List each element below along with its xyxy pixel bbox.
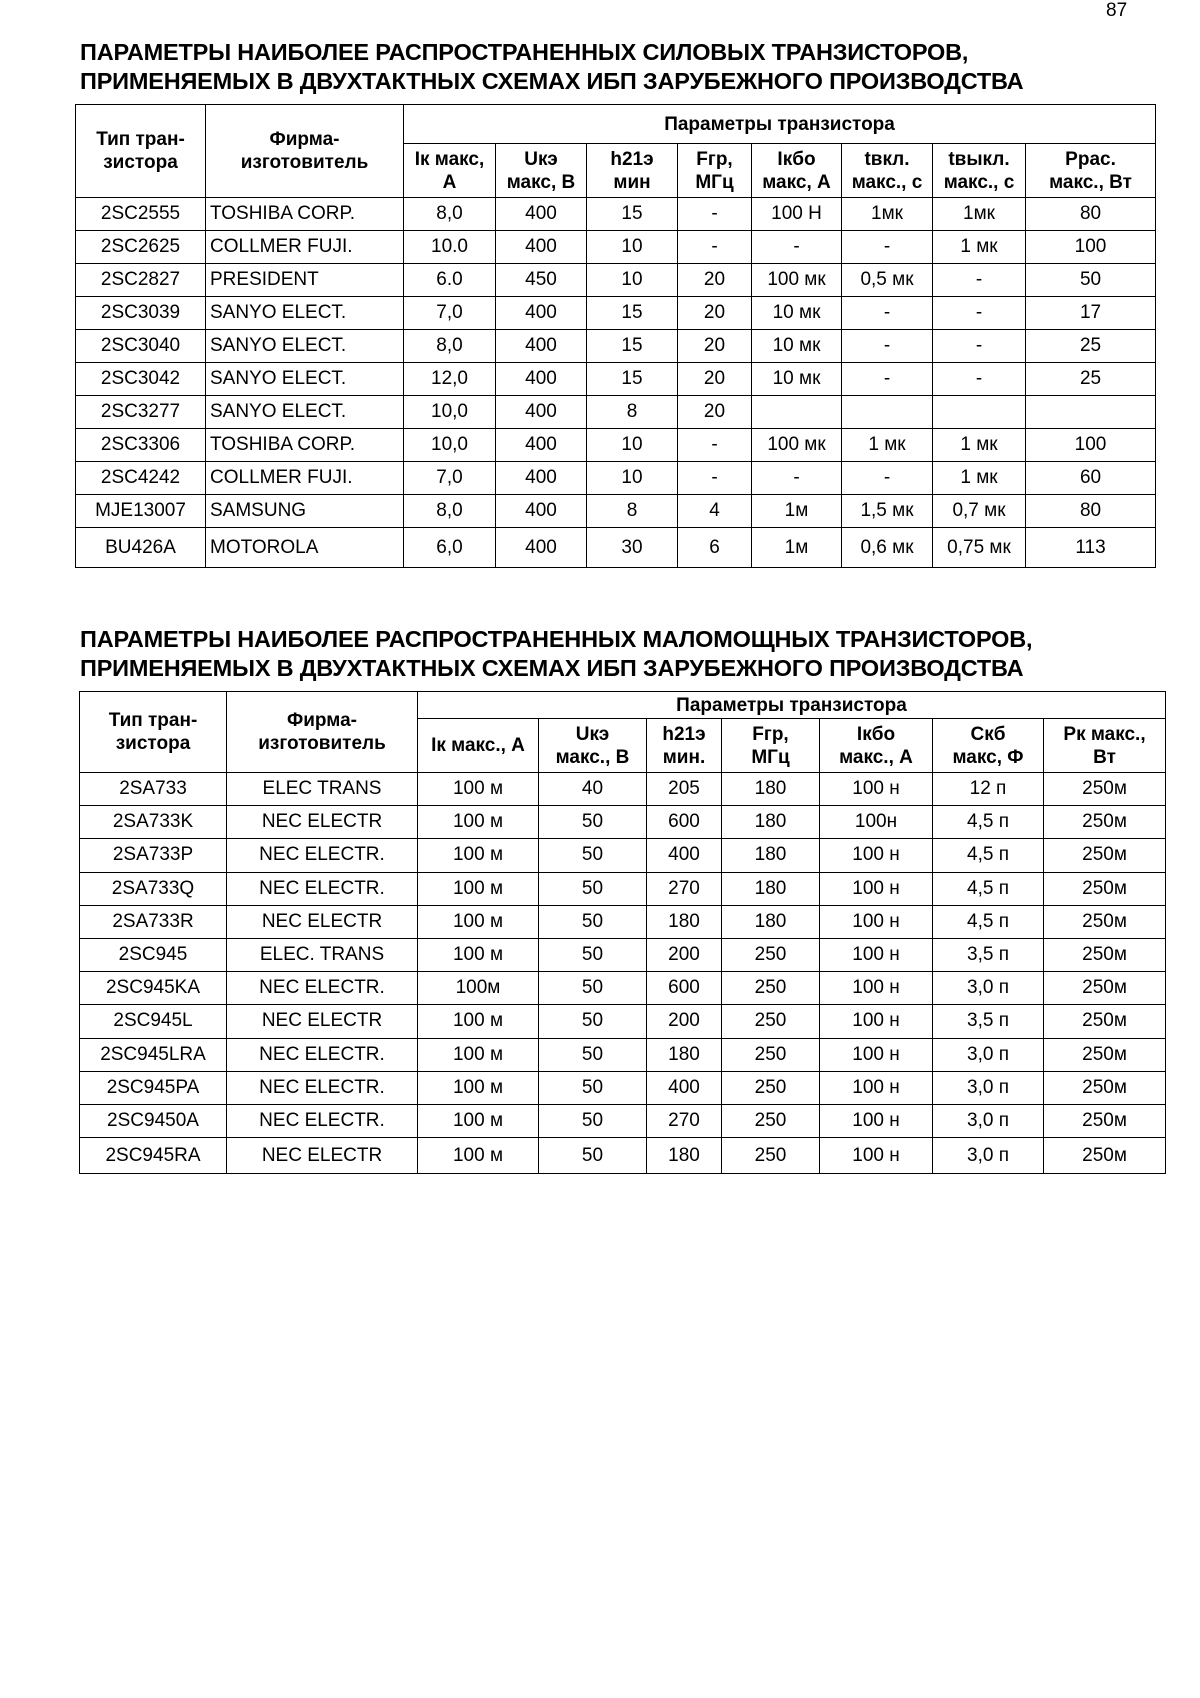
header-param: Скб макс, Ф	[933, 719, 1044, 773]
header-param: Рк макс., Вт	[1044, 719, 1166, 773]
table-row	[80, 1138, 1166, 1174]
table-cell: 2SA733K	[80, 806, 227, 839]
table-cell: 100 н	[820, 1038, 933, 1071]
table-cell: -	[678, 462, 752, 495]
table-row	[80, 1104, 1166, 1137]
table-cell: NEC ELECTR.	[227, 1104, 418, 1137]
table-cell: 15	[587, 198, 678, 231]
table-cell: NEC ELECTR	[227, 1138, 418, 1174]
table-cell: 250м	[1044, 1071, 1166, 1104]
table-cell: -	[842, 363, 933, 396]
table-cell: COLLMER FUJI.	[206, 231, 404, 264]
table-cell: 50	[539, 839, 647, 872]
table-cell: 250	[722, 1104, 820, 1137]
table-cell: 1мк	[842, 198, 933, 231]
table-cell: 600	[647, 972, 722, 1005]
table-cell: -	[933, 363, 1026, 396]
table-cell: 100 м	[418, 1138, 539, 1174]
table-cell: 0,75 мк	[933, 528, 1026, 568]
table-cell: 2SA733Q	[80, 872, 227, 905]
table-cell: 250м	[1044, 872, 1166, 905]
table-cell: 2SC3042	[76, 363, 206, 396]
table-cell: 40	[539, 773, 647, 806]
header-param: Fгр, МГц	[678, 144, 752, 198]
table-cell: 50	[539, 972, 647, 1005]
table-cell: -	[933, 297, 1026, 330]
table-cell: 100 м	[418, 806, 539, 839]
table-cell: 180	[722, 905, 820, 938]
table-row	[76, 462, 1156, 495]
table-cell: 10 мк	[752, 363, 842, 396]
table-cell: 1м	[752, 528, 842, 568]
table-cell: 270	[647, 872, 722, 905]
table-cell: 50	[539, 1138, 647, 1174]
table-cell: 250м	[1044, 972, 1166, 1005]
table-cell: 12 п	[933, 773, 1044, 806]
table-cell: 100 мк	[752, 429, 842, 462]
table-cell: 2SC945KA	[80, 972, 227, 1005]
table-cell: 3,0 п	[933, 1071, 1044, 1104]
table-row	[80, 1005, 1166, 1038]
table-cell: 200	[647, 1005, 722, 1038]
table-cell	[752, 396, 842, 429]
table-row	[76, 429, 1156, 462]
table-cell: 7,0	[404, 462, 496, 495]
table-cell: PRESIDENT	[206, 264, 404, 297]
table-cell: 400	[647, 839, 722, 872]
table-cell: 10,0	[404, 429, 496, 462]
table-cell	[1026, 396, 1156, 429]
table-cell: 250м	[1044, 905, 1166, 938]
table-cell: 400	[496, 429, 587, 462]
table-cell: 3,0 п	[933, 1104, 1044, 1137]
header-param: Iкбо макс., А	[820, 719, 933, 773]
table-cell: 250	[722, 1005, 820, 1038]
header-param: tвыкл. макс., с	[933, 144, 1026, 198]
header-params-group: Параметры транзистора	[418, 692, 1166, 719]
table-cell: 100 н	[820, 872, 933, 905]
table-cell: -	[842, 231, 933, 264]
table-cell: 100н	[820, 806, 933, 839]
table-cell: 180	[722, 839, 820, 872]
table-cell	[842, 396, 933, 429]
table-cell	[933, 396, 1026, 429]
table-cell: NEC ELECTR.	[227, 972, 418, 1005]
table-cell: 100 м	[418, 773, 539, 806]
table-cell: 50	[539, 872, 647, 905]
header-param: Ppac. макс., Вт	[1026, 144, 1156, 198]
table-cell: 180	[722, 773, 820, 806]
table-cell: NEC ELECTR.	[227, 1071, 418, 1104]
table-cell: 100 Н	[752, 198, 842, 231]
table-cell: 2SC945RA	[80, 1138, 227, 1174]
table-cell: 100	[1026, 231, 1156, 264]
header-param: Uкэ макс., В	[539, 719, 647, 773]
table-cell: 205	[647, 773, 722, 806]
table-cell: 250	[722, 1138, 820, 1174]
table-cell: COLLMER FUJI.	[206, 462, 404, 495]
table-row	[76, 198, 1156, 231]
header-param: h21э мин	[587, 144, 678, 198]
table-cell: 3,0 п	[933, 1138, 1044, 1174]
table-cell: 4,5 п	[933, 872, 1044, 905]
table-cell: 10	[587, 264, 678, 297]
table-cell: TOSHIBA CORP.	[206, 429, 404, 462]
table-cell: 400	[496, 330, 587, 363]
table-cell: 50	[539, 1071, 647, 1104]
table-cell: 10 мк	[752, 297, 842, 330]
table-cell: -	[678, 198, 752, 231]
table-row	[76, 330, 1156, 363]
table-cell: 6.0	[404, 264, 496, 297]
header-param: Iк макс., А	[418, 719, 539, 773]
table-cell: SANYO ELECT.	[206, 363, 404, 396]
table-cell: 2SA733R	[80, 905, 227, 938]
table-cell: 100 м	[418, 1104, 539, 1137]
table-row	[80, 872, 1166, 905]
table-row	[80, 806, 1166, 839]
table-cell: 400	[496, 231, 587, 264]
table-cell: NEC ELECTR.	[227, 839, 418, 872]
header-type: Тип тран- зистора	[80, 692, 227, 773]
table-cell: 2SC3306	[76, 429, 206, 462]
table-cell: 180	[722, 806, 820, 839]
table-cell: SAMSUNG	[206, 495, 404, 528]
table-cell: 250	[722, 1038, 820, 1071]
table-row	[76, 231, 1156, 264]
table-cell: 180	[647, 1138, 722, 1174]
low-power-transistors-table	[79, 691, 1166, 1174]
table-row	[80, 938, 1166, 971]
table-cell: -	[752, 462, 842, 495]
table-cell: 2SC945	[80, 938, 227, 971]
table-row	[76, 264, 1156, 297]
table-cell: 8	[587, 396, 678, 429]
table-cell: NEC ELECTR	[227, 905, 418, 938]
table-cell: 100 м	[418, 872, 539, 905]
table-cell: 30	[587, 528, 678, 568]
header-param: Iкбо макс, А	[752, 144, 842, 198]
header-maker: Фирма- изготовитель	[227, 692, 418, 773]
table-cell: 4,5 п	[933, 839, 1044, 872]
table-cell: 100 м	[418, 938, 539, 971]
table-row	[76, 495, 1156, 528]
table-cell: 2SC3040	[76, 330, 206, 363]
table-cell: 400	[496, 396, 587, 429]
table-cell: 100 н	[820, 1104, 933, 1137]
table-cell: 1мк	[933, 198, 1026, 231]
table-cell: 17	[1026, 297, 1156, 330]
table-cell: NEC ELECTR.	[227, 872, 418, 905]
table-cell: 8,0	[404, 330, 496, 363]
table-cell: -	[678, 429, 752, 462]
table-cell: 8,0	[404, 198, 496, 231]
table-cell: ELEC TRANS	[227, 773, 418, 806]
table-cell: 100м	[418, 972, 539, 1005]
table-cell: 400	[496, 528, 587, 568]
table-cell: 1,5 мк	[842, 495, 933, 528]
table-cell: 100 н	[820, 905, 933, 938]
table-cell: 250м	[1044, 839, 1166, 872]
table-row	[76, 363, 1156, 396]
table-cell: 15	[587, 330, 678, 363]
table-cell: SANYO ELECT.	[206, 330, 404, 363]
table-cell: 400	[496, 462, 587, 495]
table-cell: SANYO ELECT.	[206, 396, 404, 429]
table-cell: 50	[539, 1005, 647, 1038]
table-cell: 250	[722, 1071, 820, 1104]
table-cell: 10	[587, 429, 678, 462]
table-cell: 100 н	[820, 972, 933, 1005]
table-cell: 250м	[1044, 1038, 1166, 1071]
table-cell: 100 м	[418, 1038, 539, 1071]
table-cell: 180	[647, 1038, 722, 1071]
table-cell: 10.0	[404, 231, 496, 264]
table-cell: 250м	[1044, 1104, 1166, 1137]
table-cell: 2SC3277	[76, 396, 206, 429]
table-cell: -	[752, 231, 842, 264]
table-cell: 2SA733	[80, 773, 227, 806]
table-cell: 2SC9450A	[80, 1104, 227, 1137]
table1-title-line2: ПРИМЕНЯЕМЫХ В ДВУХТАКТНЫХ СХЕМАХ ИБП ЗАРУБЕЖНОГО ПРОИЗВОДСТВА	[80, 68, 1024, 94]
table-cell: 100 н	[820, 938, 933, 971]
table-cell: 250м	[1044, 1005, 1166, 1038]
table-cell: 15	[587, 363, 678, 396]
table-cell: 100 н	[820, 773, 933, 806]
table-cell: 0,5 мк	[842, 264, 933, 297]
table-cell: 3,0 п	[933, 972, 1044, 1005]
table-cell: 100	[1026, 429, 1156, 462]
table-row	[76, 396, 1156, 429]
table-cell: 50	[539, 1038, 647, 1071]
table-cell: TOSHIBA CORP.	[206, 198, 404, 231]
table-row	[80, 905, 1166, 938]
header-param: Iк макс, А	[404, 144, 496, 198]
table-cell: 2SC3039	[76, 297, 206, 330]
table-cell: ELEC. TRANS	[227, 938, 418, 971]
table-cell: -	[933, 264, 1026, 297]
table-cell: 400	[496, 363, 587, 396]
header-maker: Фирма- изготовитель	[206, 105, 404, 198]
table-cell: 10	[587, 231, 678, 264]
table-cell: 2SC2827	[76, 264, 206, 297]
table-cell: 25	[1026, 330, 1156, 363]
table-cell: 50	[1026, 264, 1156, 297]
table-cell: 100 м	[418, 905, 539, 938]
table-cell: 2SC945L	[80, 1005, 227, 1038]
table-cell: 250	[722, 972, 820, 1005]
header-type: Тип тран- зистора	[76, 105, 206, 198]
table-cell: 20	[678, 297, 752, 330]
table-cell: 10	[587, 462, 678, 495]
table-cell: 12,0	[404, 363, 496, 396]
table-cell: 100 м	[418, 1005, 539, 1038]
table-cell: 20	[678, 264, 752, 297]
table-cell: 100 н	[820, 1071, 933, 1104]
table-cell: 8,0	[404, 495, 496, 528]
table-cell: 4	[678, 495, 752, 528]
table-cell: 400	[496, 198, 587, 231]
table-cell: 3,5 п	[933, 938, 1044, 971]
table-cell: 250м	[1044, 1138, 1166, 1174]
header-param: tвкл. макс., с	[842, 144, 933, 198]
table-cell: 20	[678, 330, 752, 363]
table-cell: 250м	[1044, 938, 1166, 971]
header-param: Uкэ макс, В	[496, 144, 587, 198]
header-param: h21э мин.	[647, 719, 722, 773]
table-cell: NEC ELECTR	[227, 806, 418, 839]
table-cell: 0,6 мк	[842, 528, 933, 568]
table-cell: 20	[678, 363, 752, 396]
table-cell: 100 мк	[752, 264, 842, 297]
table-cell: 200	[647, 938, 722, 971]
table-cell: 6,0	[404, 528, 496, 568]
table-cell: 2SC2555	[76, 198, 206, 231]
header-param: Fгр, МГц	[722, 719, 820, 773]
table-row	[80, 839, 1166, 872]
table-row	[76, 297, 1156, 330]
table-cell: 7,0	[404, 297, 496, 330]
table-cell: 400	[496, 297, 587, 330]
table-cell: 180	[722, 872, 820, 905]
table-row	[76, 528, 1156, 568]
table-cell: 2SC4242	[76, 462, 206, 495]
table-cell: 113	[1026, 528, 1156, 568]
table-cell: 270	[647, 1104, 722, 1137]
table-cell: 15	[587, 297, 678, 330]
table-cell: SANYO ELECT.	[206, 297, 404, 330]
table-cell: 1 мк	[933, 231, 1026, 264]
table-cell: NEC ELECTR	[227, 1005, 418, 1038]
table-cell: MJE13007	[76, 495, 206, 528]
table-cell: 250	[722, 938, 820, 971]
table2-title-line2: ПРИМЕНЯЕМЫХ В ДВУХТАКТНЫХ СХЕМАХ ИБП ЗАРУБЕЖНОГО ПРОИЗВОДСТВА	[80, 655, 1024, 681]
table-cell: -	[678, 231, 752, 264]
table-cell: 2SC945PA	[80, 1071, 227, 1104]
table-cell: -	[842, 462, 933, 495]
table-cell: 4,5 п	[933, 806, 1044, 839]
table-cell: 50	[539, 806, 647, 839]
table-cell: 450	[496, 264, 587, 297]
table-cell: 2SC2625	[76, 231, 206, 264]
table-cell: 50	[539, 905, 647, 938]
table-cell: 25	[1026, 363, 1156, 396]
table2-title-line1: ПАРАМЕТРЫ НАИБОЛЕЕ РАСПРОСТРАНЕННЫХ МАЛОМОЩНЫХ ТРАНЗИСТОРОВ,	[80, 626, 1033, 652]
table-cell: 8	[587, 495, 678, 528]
table-cell: 2SC945LRA	[80, 1038, 227, 1071]
table-cell: 600	[647, 806, 722, 839]
table-cell: 80	[1026, 198, 1156, 231]
table-cell: 0,7 мк	[933, 495, 1026, 528]
table-cell: 400	[647, 1071, 722, 1104]
table-row	[80, 1071, 1166, 1104]
table-cell: 1 мк	[933, 429, 1026, 462]
header-params-group: Параметры транзистора	[404, 105, 1156, 144]
table-cell: BU426A	[76, 528, 206, 568]
table-cell: 10,0	[404, 396, 496, 429]
table-cell: 400	[496, 495, 587, 528]
table-cell: 180	[647, 905, 722, 938]
table-cell: 80	[1026, 495, 1156, 528]
table-cell: 1 мк	[842, 429, 933, 462]
table-row	[80, 1038, 1166, 1071]
table-cell: 100 м	[418, 1071, 539, 1104]
table-cell: -	[842, 297, 933, 330]
table-cell: 100 н	[820, 1005, 933, 1038]
table-cell: 20	[678, 396, 752, 429]
table-cell: 3,5 п	[933, 1005, 1044, 1038]
table-cell: 250м	[1044, 806, 1166, 839]
table-cell: 1 мк	[933, 462, 1026, 495]
table-cell: 3,0 п	[933, 1038, 1044, 1071]
power-transistors-table	[75, 104, 1156, 568]
table-cell: MOTOROLA	[206, 528, 404, 568]
table-cell: 10 мк	[752, 330, 842, 363]
table-cell: 50	[539, 938, 647, 971]
page-number: 87	[1106, 0, 1128, 21]
table-cell: 1м	[752, 495, 842, 528]
table-cell: 6	[678, 528, 752, 568]
table-cell: 100 м	[418, 839, 539, 872]
table-row	[80, 773, 1166, 806]
table-cell: 60	[1026, 462, 1156, 495]
table-cell: 250м	[1044, 773, 1166, 806]
table-cell: -	[933, 330, 1026, 363]
table-cell: 4,5 п	[933, 905, 1044, 938]
table-cell: 100 н	[820, 839, 933, 872]
table-cell: 50	[539, 1104, 647, 1137]
table-cell: NEC ELECTR.	[227, 1038, 418, 1071]
table-cell: -	[842, 330, 933, 363]
table1-title-line1: ПАРАМЕТРЫ НАИБОЛЕЕ РАСПРОСТРАНЕННЫХ СИЛОВЫХ ТРАНЗИСТОРОВ,	[80, 39, 969, 65]
table-cell: 2SA733P	[80, 839, 227, 872]
table-cell: 100 н	[820, 1138, 933, 1174]
table-row	[80, 972, 1166, 1005]
